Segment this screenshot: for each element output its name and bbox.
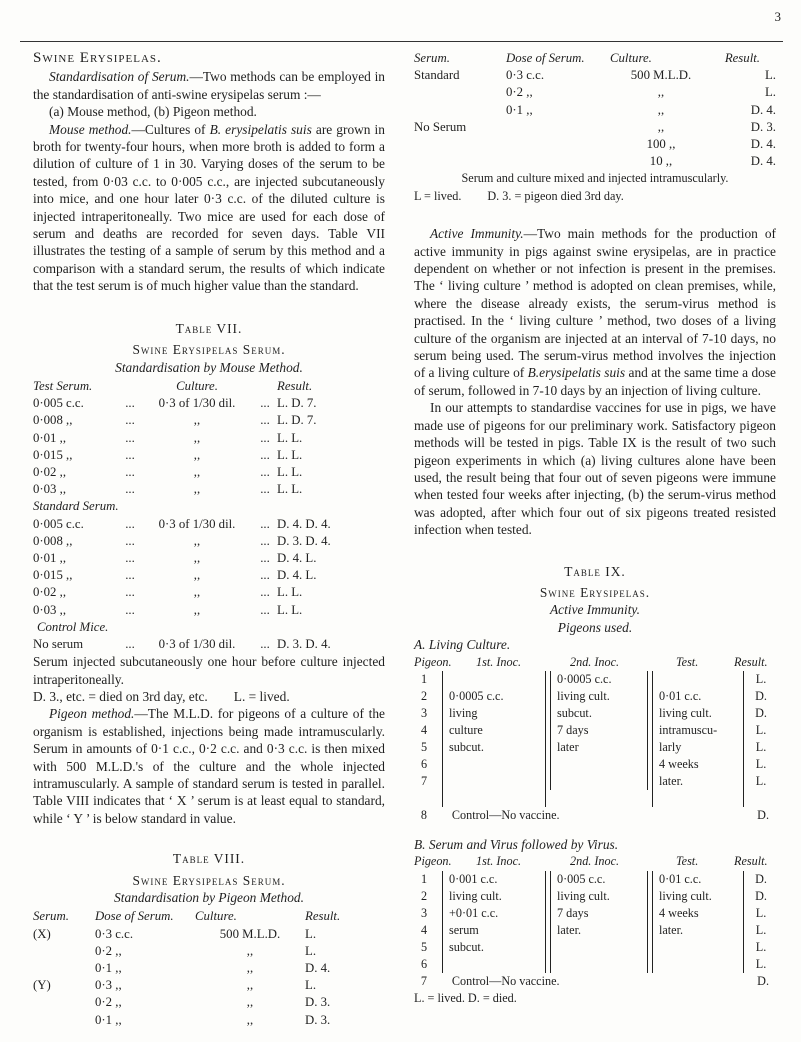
- table9-a-result: L.: [755, 671, 767, 686]
- table9-a-pigeon: 2: [420, 688, 428, 703]
- pigeon-method-paragraph: [33, 705, 385, 827]
- table7-test-row-cell: ,,: [193, 464, 201, 479]
- table8-subtitle: Swine Erysipelas Serum.: [132, 872, 286, 888]
- table9-b-heading: B. Serum and Virus followed by Virus.: [414, 836, 619, 852]
- table9-b-first-inoc-column: [442, 871, 546, 973]
- table9-a-control-row: [414, 807, 776, 824]
- table9-b-result: D.: [755, 888, 767, 903]
- table9-subtitle: Swine Erysipelas.: [539, 584, 651, 600]
- table9-b-second-inoc-column: [550, 871, 648, 973]
- mouse-text-2: are grown in broth for twenty-four hours, when more broth is added to form a dilution of culture of 1 in 30. Varying doses of the serum to be tested, from 0·03 c.c. to 0·005 c.c., are injected subcutaneously into mice, and one hour later 0·3 c.c. of the diluted culture is injected intraperitoneally. Two mice are used for each dose of serum and deaths are recorded for seven days. Table VII illustrates the testing of a sample of serum by this method and a comparison with a standard serum, the results of which indicate that the test serum is of much higher value than the standard.: [33, 121, 385, 294]
- table8-row-cell: 0·1 ,,: [95, 1012, 122, 1027]
- table9-b-header-pigeon: Pigeon.: [414, 854, 452, 869]
- table8c-row: [414, 102, 776, 119]
- table9-a-result: L.: [755, 739, 767, 754]
- table7-standard-row-cell: ...: [125, 516, 135, 531]
- table8-row-cell: L.: [305, 926, 317, 941]
- mouse-organism: B. erysipelatis suis: [209, 121, 312, 137]
- table7-test-row-cell: ...: [125, 482, 135, 497]
- table8c-header: [414, 50, 776, 67]
- table9-b-header-result: Result.: [734, 854, 768, 869]
- table9-a-result: L.: [755, 756, 767, 771]
- table8c-row-cell: 100 ,,: [646, 137, 676, 152]
- table8c-row-cell: [506, 153, 610, 170]
- mouse-lead: Mouse method.: [49, 121, 132, 137]
- table8c-row-cell: [414, 153, 506, 170]
- table8c-note-1: Serum and culture mixed and injected intramuscularly.: [461, 171, 729, 186]
- table7-test-row-cell: ...: [260, 413, 270, 428]
- table8c-row-cell: No Serum: [414, 119, 467, 134]
- table7-standard-row-cell: D. 4. D. 4.: [277, 516, 331, 531]
- table8: [33, 908, 363, 1028]
- table7-test-row-cell: L. L.: [277, 482, 303, 497]
- table8c-row: [414, 67, 776, 84]
- table9-a-second-inoc: subcut.: [557, 705, 592, 720]
- table9-b-test: living cult.: [659, 888, 712, 903]
- table8c-row-cell: L.: [764, 68, 776, 83]
- table7-standard-row-cell: ...: [260, 516, 270, 531]
- table7-standard-row-cell: 0·008 ,,: [33, 533, 73, 548]
- table8-header-dose: Dose of Serum.: [95, 909, 174, 924]
- table9-legend: L. = lived. D. = died.: [414, 990, 517, 1005]
- table7-standard-row: [33, 602, 385, 619]
- table9-b-pigeon: 6: [420, 956, 428, 971]
- table7-standard-row-cell: D. 4. L.: [277, 550, 317, 565]
- methods-line: (a) Mouse method, (b) Pigeon method.: [49, 104, 257, 120]
- table8c-row-cell: [414, 84, 506, 101]
- table9-a-second-inoc: later: [557, 739, 579, 754]
- table9-caption-1: Active Immunity.: [550, 602, 640, 618]
- table8-caption: Standardisation by Pigeon Method.: [114, 890, 304, 906]
- table8c-notes-legend: [414, 188, 776, 205]
- table9-b-first-inoc: subcut.: [449, 939, 484, 954]
- table7-test-row-cell: 0·008 ,,: [33, 413, 73, 428]
- table9-a-pigeon: 3: [420, 705, 428, 720]
- table8c-row-cell: D. 3.: [750, 119, 776, 134]
- table7-standard-row-cell: ...: [125, 533, 135, 548]
- table8-row-cell: 0·2 ,,: [95, 943, 122, 958]
- table9-b-result-column: [748, 871, 774, 973]
- table8-continued: [414, 50, 776, 170]
- table7-notes-legend: [33, 688, 385, 705]
- table9-b-headers: [414, 853, 776, 870]
- table7-standard-row: [33, 584, 385, 601]
- table7-test-row-cell: ...: [125, 447, 135, 462]
- table7-header-culture: Culture.: [176, 378, 218, 393]
- table7-test-row-cell: ...: [125, 464, 135, 479]
- intro-paragraph: [33, 68, 385, 103]
- table9-a-headers: [414, 654, 776, 671]
- mouse-text-1: —Cultures of: [131, 121, 210, 137]
- table8-row-cell: [33, 960, 95, 977]
- table8c-header-dose: Dose of Serum.: [506, 51, 585, 65]
- table8c-row-cell: [506, 136, 610, 153]
- table8c-row: [414, 119, 776, 136]
- table8-header-result: Result.: [305, 909, 341, 924]
- table7-test-row-cell: L. L.: [277, 430, 303, 445]
- table7-standard-row-cell: L. L.: [277, 602, 303, 617]
- table9-b-control: Control—No vaccine.: [451, 973, 560, 988]
- table7-standard-row-cell: ...: [260, 550, 270, 565]
- table9-a-pigeon-column: [414, 671, 434, 807]
- table7-test-row-cell: 0·01 ,,: [33, 430, 67, 445]
- table7-control-cell: ...: [125, 636, 135, 651]
- table8-header: [33, 908, 363, 925]
- table7-test-row-cell: L. D. 7.: [277, 413, 317, 428]
- table9-a-second-inoc: 0·0005 c.c.: [557, 671, 612, 686]
- table8-row-cell: 0·3 c.c.: [95, 926, 134, 941]
- table7-test-row-cell: 0·02 ,,: [33, 464, 67, 479]
- table8-row-cell: (Y): [33, 978, 51, 993]
- active-text-1: —Two main methods for the production of active immunity in pigs against swine erysipelas, are in practice dependent on whether or not infection is present in the premises. The ‘ living culture ’ method is adopted on clean premises, while, where the disease already exists, the serum-virus method is practised. In the ‘ living culture ’ method, two doses of a living culture of the organism are injected at an interval of 7-10 days, no serum being used. The serum-virus method involves the injection of a living culture of: [414, 226, 777, 381]
- table9-b-test: 0·01 c.c.: [659, 871, 702, 886]
- table9-a-result: L.: [755, 722, 767, 737]
- table9-b-pigeon-column: [414, 871, 434, 973]
- table9-a-second-inoc: 7 days: [557, 722, 589, 737]
- table7-standard-row-cell: ,,: [193, 585, 201, 600]
- table7-control-cell: 0·3 of 1/30 dil.: [158, 636, 236, 651]
- table9-b-first-inoc: +0·01 c.c.: [449, 905, 499, 920]
- table7-test-row-cell: L. L.: [277, 464, 303, 479]
- table7-standard-row: [33, 567, 385, 584]
- table9-a-second-inoc-column: [550, 671, 648, 790]
- table9-a-result: L.: [755, 773, 767, 788]
- table7-header: [33, 378, 385, 395]
- table8-row-cell: ,,: [246, 978, 254, 993]
- table7-standard-row-cell: ...: [125, 602, 135, 617]
- table9-a-first-inoc-column: [442, 671, 546, 807]
- active-organism: B.erysipelatis suis: [527, 365, 626, 381]
- table8c-row-cell: 500 M.L.D.: [630, 68, 692, 83]
- table7-standard-row-cell: D. 4. L.: [277, 568, 317, 583]
- table8c-row: [414, 84, 776, 101]
- table8-row: [33, 943, 363, 960]
- table8-header-serum: Serum.: [33, 909, 69, 924]
- table7-standard-row-cell: L. L.: [277, 585, 303, 600]
- table7-standard-row-cell: ...: [260, 533, 270, 548]
- table8c-row-cell: ,,: [657, 119, 665, 134]
- table8-row-cell: 500 M.L.D.: [219, 926, 281, 941]
- table7-subtitle: Swine Erysipelas Serum.: [132, 342, 286, 358]
- table8c-row-cell: D. 4.: [750, 154, 776, 169]
- attempts-paragraph: In our attempts to standardise vaccines for use in pigs, we have made use of pigeons for our preliminary work. Satisfactory pigeon methods will be tested in pigs. Table IX is the result of two such pigeon experiments in which (a) living cultures alone have been used, the result being that four out of seven pigeons were immune when tested four weeks after injecting, (b) the serum-virus method was adopted, after which four out of six pigeons treated resisted infection when tested.: [414, 400, 776, 538]
- table8-row-cell: L.: [305, 978, 317, 993]
- table7-control-label: Control Mice.: [37, 619, 109, 634]
- table8c-row-cell: D. 4.: [750, 102, 776, 117]
- table9-a-test: larly: [659, 739, 682, 754]
- table7-standard-row-cell: ...: [125, 550, 135, 565]
- table9-a-test: living cult.: [659, 705, 712, 720]
- table7-test-row: [33, 481, 385, 498]
- section-heading: Swine Erysipelas.: [33, 50, 162, 66]
- table8c-row-cell: Standard: [414, 68, 460, 83]
- table9-a-result: D.: [755, 688, 767, 703]
- table7-test-row-cell: ,,: [193, 447, 201, 462]
- table8c-row-cell: ,,: [657, 85, 665, 100]
- table7-test-row-cell: 0·015 ,,: [33, 447, 73, 462]
- table8-row-cell: ,,: [246, 961, 254, 976]
- page-number: 3: [774, 9, 781, 24]
- table7-standard-row-cell: 0·005 c.c.: [33, 516, 84, 531]
- table9-a-header-first: 1st. Inoc.: [476, 654, 522, 669]
- table9-a-pigeon: 4: [420, 722, 428, 737]
- table7-standard-label: Standard Serum.: [33, 499, 119, 514]
- table9-b-first-inoc: 0·001 c.c.: [449, 871, 498, 886]
- table7-standard-row-cell: 0·02 ,,: [33, 585, 67, 600]
- table8c-row-cell: L.: [764, 85, 776, 100]
- table9-a-result-column: [748, 671, 774, 807]
- table7-test-row-cell: ,,: [193, 482, 201, 497]
- table7-test-row-cell: 0·03 ,,: [33, 482, 67, 497]
- table8c-row-cell: 0·3 c.c.: [506, 68, 545, 83]
- table8-row: [33, 994, 363, 1011]
- table9-a-pigeon-8: 8: [420, 807, 427, 822]
- table9-b-result: L.: [755, 905, 767, 920]
- table8c-row: [414, 136, 776, 153]
- table7-test-row-cell: ...: [260, 447, 270, 462]
- table8-title: Table VIII.: [172, 851, 246, 867]
- table7-standard-row-cell: D. 3. D. 4.: [277, 533, 331, 548]
- table9-b-test-column: [652, 871, 744, 973]
- table7-header-result: Result.: [277, 378, 313, 393]
- table9-a-header-pigeon: Pigeon.: [414, 654, 452, 669]
- table9-a-header-second: 2nd. Inoc.: [570, 654, 620, 669]
- table9-a-control: Control—No vaccine.: [451, 807, 560, 822]
- table8-header-culture: Culture.: [195, 909, 237, 924]
- table7-standard-row-cell: ,,: [193, 533, 201, 548]
- active-lead: Active Immunity.: [430, 226, 524, 242]
- table9-a-pigeon: 5: [420, 739, 428, 754]
- table9-b-second-inoc: living cult.: [557, 888, 610, 903]
- table8c-row-cell: ,,: [657, 102, 665, 117]
- table7-caption: Standardisation by Mouse Method.: [115, 359, 303, 375]
- table8c-row-cell: [414, 136, 506, 153]
- table9-b-second-inoc: 7 days: [557, 905, 589, 920]
- table8c-row-cell: 0·2 ,,: [506, 85, 533, 100]
- table8c-header-serum: Serum.: [414, 51, 450, 65]
- table7-standard-row: [33, 516, 385, 533]
- table9-a-pigeon: 7: [420, 773, 428, 788]
- table7-note-1: Serum injected subcutaneously one hour before culture injected intraperitoneally.: [33, 654, 385, 687]
- table9-b-header-first: 1st. Inoc.: [476, 854, 522, 869]
- table8-row-cell: D. 3.: [305, 1012, 331, 1027]
- table9-b-pigeon-7: 7: [420, 973, 427, 988]
- table9-a-first-inoc: subcut.: [449, 739, 484, 754]
- table9-a-header-result: Result.: [734, 654, 768, 669]
- table8-row: [33, 926, 363, 943]
- table7-standard-row-cell: ,,: [193, 568, 201, 583]
- table7-standard-row-cell: ,,: [193, 602, 201, 617]
- table7-test-row-cell: ...: [260, 482, 270, 497]
- table7-test-row-cell: ,,: [193, 430, 201, 445]
- pigeon-lead: Pigeon method.: [49, 706, 135, 722]
- table8c-header-result: Result.: [724, 51, 760, 65]
- table8-row-cell: 0·1 ,,: [95, 961, 122, 976]
- table9-a-test: 4 weeks: [659, 756, 699, 771]
- table7: [33, 378, 385, 653]
- active-text-2: and at the same time a dose of serum, followed in 7-10 days by an injection of living culture.: [414, 365, 777, 398]
- intro-lead: Standardisation of Serum.: [49, 69, 190, 85]
- table9-b-second-inoc: later.: [557, 922, 582, 937]
- table8c-header-culture: Culture.: [610, 51, 652, 65]
- table9-b-pigeon: 2: [420, 888, 428, 903]
- table7-standard-row-cell: ...: [260, 568, 270, 583]
- table9-b-result: L.: [755, 956, 767, 971]
- table8c-row-cell: D. 4.: [750, 137, 776, 152]
- table7-standard-row-cell: ...: [260, 585, 270, 600]
- table9-a-heading: A. Living Culture.: [414, 637, 511, 653]
- table7-test-row-cell: ...: [125, 413, 135, 428]
- table9-b-body: [414, 871, 776, 973]
- table8-row-cell: 0·3 ,,: [95, 978, 122, 993]
- table9-a-body: [414, 671, 776, 807]
- table7-standard-row-cell: ...: [125, 585, 135, 600]
- active-immunity-paragraph: [414, 225, 776, 399]
- table7-control-row: [33, 636, 385, 653]
- table9-b-result: L.: [755, 939, 767, 954]
- intro-text: —Two methods can be employed in the standardisation of anti-swine erysipelas serum :—: [33, 69, 385, 102]
- table7-standard-row: [33, 533, 385, 550]
- table9-b-result-7: D.: [757, 973, 769, 988]
- mouse-method-paragraph: [33, 121, 385, 295]
- table7-title: Table VII.: [175, 320, 243, 336]
- table9-a-pigeon: 1: [420, 671, 428, 686]
- table9-a-pigeon: 6: [420, 756, 428, 771]
- table7-standard-row-cell: 0·03 ,,: [33, 602, 67, 617]
- table7-test-row-cell: 0·005 c.c.: [33, 396, 84, 411]
- table9-b-pigeon: 3: [420, 905, 428, 920]
- table7-standard-row: [33, 550, 385, 567]
- table9-a-result: D.: [755, 705, 767, 720]
- table9-a-first-inoc: culture: [449, 722, 483, 737]
- table7-standard-row-cell: 0·015 ,,: [33, 568, 73, 583]
- table9-b-pigeon: 1: [420, 871, 428, 886]
- table9-b-test: later.: [659, 922, 684, 937]
- table8c-note-3: D. 3. = pigeon died 3rd day.: [487, 188, 624, 203]
- table7-test-row-cell: 0·3 of 1/30 dil.: [158, 396, 236, 411]
- table8-row-cell: [33, 1012, 95, 1029]
- table7-test-row: [33, 447, 385, 464]
- table8-row: [33, 1012, 363, 1029]
- table8-row: [33, 960, 363, 977]
- table8-row-cell: ,,: [246, 1012, 254, 1027]
- table9-b-second-inoc: 0·005 c.c.: [557, 871, 606, 886]
- table7-standard-row-cell: 0·01 ,,: [33, 550, 67, 565]
- table9-a-test: intramuscu-: [659, 722, 718, 737]
- table7-test-row-cell: L. D. 7.: [277, 396, 317, 411]
- table9-a-result-8: D.: [757, 807, 769, 822]
- table7-test-row-cell: ...: [260, 396, 270, 411]
- table8-row: [33, 977, 363, 994]
- table8c-row-cell: [414, 102, 506, 119]
- table7-test-row-cell: L. L.: [277, 447, 303, 462]
- table7-test-row-cell: ...: [260, 430, 270, 445]
- table8c-row-cell: 10 ,,: [649, 154, 673, 169]
- table7-header-serum: Test Serum.: [33, 378, 93, 393]
- table7-standard-row-cell: 0·3 of 1/30 dil.: [158, 516, 236, 531]
- table8c-row-cell: 0·1 ,,: [506, 102, 533, 117]
- table9-caption-2: Pigeons used.: [557, 619, 633, 635]
- pigeon-text: —The M.L.D. for pigeons of a culture of the organism is established, injections being made intramuscularly. Serum in amounts of 0·1 c.c., 0·2 c.c. and 0·3 c.c. is then mixed with 500 M.L.D.'s of the culture and the whole injected intramuscularly. A sample of standard serum is tested in parallel. Table VIII indicates that ‘ X ’ serum is at least equal to standard, while ‘ Y ’ is below standard in value.: [33, 706, 385, 826]
- table7-test-row-cell: ...: [125, 430, 135, 445]
- table7-control-cell: No serum: [33, 636, 84, 651]
- table9-b-control-row: [414, 973, 776, 990]
- table7-test-row: [33, 464, 385, 481]
- table8c-note-2: L = lived.: [414, 188, 462, 203]
- table9-b-test: 4 weeks: [659, 905, 699, 920]
- table8-row-cell: D. 3.: [305, 995, 331, 1010]
- table7-note-3: L. = lived.: [233, 688, 290, 704]
- table7-test-row: [33, 430, 385, 447]
- header-rule: [20, 41, 783, 42]
- table7-standard-row-cell: ...: [260, 602, 270, 617]
- table7-test-row-cell: ...: [260, 464, 270, 479]
- table7-test-row-cell: ...: [125, 396, 135, 411]
- table9-b-pigeon: 5: [420, 939, 428, 954]
- table8-row-cell: ,,: [246, 943, 254, 958]
- left-column: [33, 50, 385, 1029]
- table8-row-cell: L.: [305, 943, 317, 958]
- table9-a-first-inoc: 0·0005 c.c.: [449, 688, 504, 703]
- table8-row-cell: ,,: [246, 995, 254, 1010]
- table9-b-header-second: 2nd. Inoc.: [570, 854, 620, 869]
- table8-row-cell: 0·2 ,,: [95, 995, 122, 1010]
- table7-test-row: [33, 412, 385, 429]
- table9-b-header-test: Test.: [676, 854, 699, 869]
- table8c-row: [414, 153, 776, 170]
- table8c-row-cell: [506, 119, 610, 136]
- table8-row-cell: [33, 994, 95, 1011]
- table9-b-pigeon: 4: [420, 922, 428, 937]
- table9-a-test-column: [652, 671, 744, 807]
- table9-a-test: 0·01 c.c.: [659, 688, 702, 703]
- table7-test-row: [33, 395, 385, 412]
- table7-standard-row-cell: ,,: [193, 550, 201, 565]
- table9-a-second-inoc: living cult.: [557, 688, 610, 703]
- table7-standard-row-cell: ...: [125, 568, 135, 583]
- table9-a-test: later.: [659, 773, 684, 788]
- table8-row-cell: D. 4.: [305, 961, 331, 976]
- table7-test-row-cell: ,,: [193, 413, 201, 428]
- table9-a-first-inoc: living: [449, 705, 478, 720]
- table7-control-cell: ...: [260, 636, 270, 651]
- table8-row-cell: (X): [33, 926, 51, 941]
- table7-control-cell: D. 3. D. 4.: [277, 636, 331, 651]
- table9-a-header-test: Test.: [676, 654, 699, 669]
- table9-b-first-inoc: serum: [449, 922, 479, 937]
- table9-b-result: L.: [755, 922, 767, 937]
- table7-note-2: D. 3., etc. = died on 3rd day, etc.: [33, 688, 208, 704]
- table8-row-cell: [33, 943, 95, 960]
- table9-b-result: D.: [755, 871, 767, 886]
- right-column: [414, 50, 776, 1007]
- table9-title: Table IX.: [564, 563, 626, 579]
- table9-b-first-inoc: living cult.: [449, 888, 502, 903]
